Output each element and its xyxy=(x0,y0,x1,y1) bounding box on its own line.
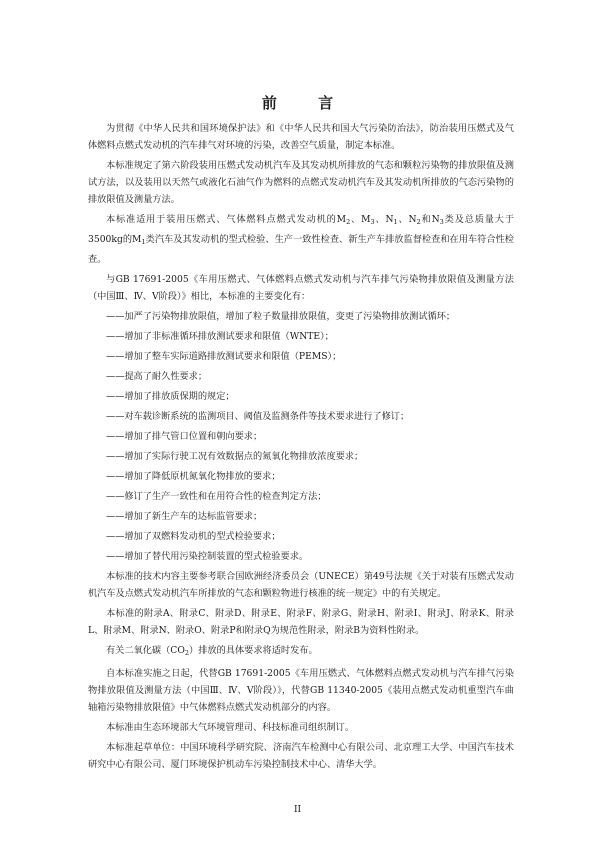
organization-paragraph: 本标准由生态环境部大气环境管理司、科技标准司组织制订。 xyxy=(106,722,355,733)
scope-text: 和N xyxy=(420,214,440,225)
list-item: ——增加了整车实际道路排放测试要求和限值（PEMS）； xyxy=(106,351,342,362)
scope-text: 、N xyxy=(374,214,394,225)
foreword-body xyxy=(88,120,514,776)
list-item: ——对车载诊断系统的监测项目、阈值及监测条件等技术要求进行了修订； xyxy=(106,411,410,422)
scope-text: 、M xyxy=(350,214,371,225)
list-item: ——修订了生产一致性和在用符合性的检查判定方法； xyxy=(106,491,327,502)
intro-paragraph-1: 为贯彻《中华人民共和国环境保护法》和《中华人民共和国大气污染防治法》，防治装用压燃式及气体燃料点燃式发动机的汽车排气对环境的污染，改善空气质量，制定本标准。 xyxy=(88,123,514,151)
drafters-paragraph: 本标准起草单位：中国环境科学研究院、济南汽车检测中心有限公司、北京理工大学、中国汽车技术研究中心有限公司、厦门环境保护机动车污染控制技术中心、清华大学。 xyxy=(88,742,514,770)
subscript: 2 xyxy=(346,218,351,226)
list-item: ——增加了排气管口位置和朝向要求； xyxy=(106,431,263,442)
subscript: 2 xyxy=(416,218,421,226)
list-item: ——加严了污染物排放限值，增加了粒子数量排放限值，变更了污染物排放测试循环； xyxy=(106,311,456,322)
list-item: ——增加了非标准循环排放测试要求和限值（WNTE）； xyxy=(106,331,334,342)
replacement-paragraph: 自本标准实施之日起，代替GB 17691-2005《车用压燃式、气体燃料点燃式发动机与汽车排气污染物排放限值及测量方法（中国Ⅲ、Ⅳ、Ⅴ阶段）》，代替GB 11340-2005《装用点燃式发动机重型汽车曲轴箱污染物排放限值》中气体燃料点燃式发动机部分的内容。 xyxy=(88,668,514,713)
scope-text: 本标准适用于装用压燃式、气体燃料点燃式发动机的M xyxy=(106,214,347,225)
subscript: 2 xyxy=(184,649,190,657)
list-item: ——增加了降低原机氮氧化物排放的要求； xyxy=(106,471,281,482)
changes-list xyxy=(88,308,514,565)
list-item: ——增加了新生产车的达标监管要求； xyxy=(106,511,263,522)
co2-text: ）排放的具体要求将适时发布。 xyxy=(189,645,318,656)
list-item: ——增加了双燃料发动机的型式检验要求； xyxy=(106,531,281,542)
comparison-paragraph: 与GB 17691-2005《车用压燃式、气体燃料点燃式发动机与汽车排气污染物排放限值及测量方法（中国Ⅲ、Ⅳ、Ⅴ阶段）》相比，本标准的主要变化有： xyxy=(88,274,514,302)
intro-paragraph-2: 本标准规定了第六阶段装用压燃式发动机汽车及其发动机所排放的气态和颗粒污染物的排放限值及测试方法，以及装用以天然气或液化石油气作为燃料的点燃式发动机汽车及其发动机所排放的气态污染物的排放限值及测量方法。 xyxy=(88,160,514,205)
annex-paragraph: 本标准的附录A、附录C、附录D、附录E、附录F、附录G、附录H、附录I、附录J、附录K、附录L、附录M、附录N、附录O、附录P和附录Q为规范性附录，附录B为资料性附录。 xyxy=(88,608,514,636)
list-item: ——增加了实际行驶工况有效数据点的氮氧化物排放浓度要求； xyxy=(106,451,364,462)
list-item: ——增加了排放质保期的规定； xyxy=(106,391,235,402)
co2-paragraph xyxy=(88,642,514,662)
scope-text: 、N xyxy=(397,214,417,225)
subscript: 1 xyxy=(141,238,146,246)
co2-text: 有关二氧化碳（CO xyxy=(106,645,185,656)
subscript: 3 xyxy=(439,218,444,226)
page-number: II xyxy=(293,805,302,815)
unece-paragraph: 本标准的技术内容主要参考联合国欧洲经济委员会（UNECE）第49号法规《关于对装有压燃式发动机汽车及点燃式发动机汽车所排放的气态和颗粒物进行核准的统一规定》中的有关规定。 xyxy=(88,571,514,599)
scope-text: 类汽车及其发动机的型式检验、生产一致性检查、新生产车排放监督检查和在用车符合性检查。 xyxy=(88,234,514,265)
subscript: 3 xyxy=(370,218,375,226)
scope-paragraph xyxy=(88,211,514,268)
scope-text: 类及总质量大于3500kg的M xyxy=(88,214,515,245)
subscript: 1 xyxy=(393,218,398,226)
list-item: ——提高了耐久性要求； xyxy=(106,371,208,382)
list-item: ——增加了替代用污染控制装置的型式检验要求。 xyxy=(106,551,309,562)
page-title: 前 言 xyxy=(261,94,352,112)
